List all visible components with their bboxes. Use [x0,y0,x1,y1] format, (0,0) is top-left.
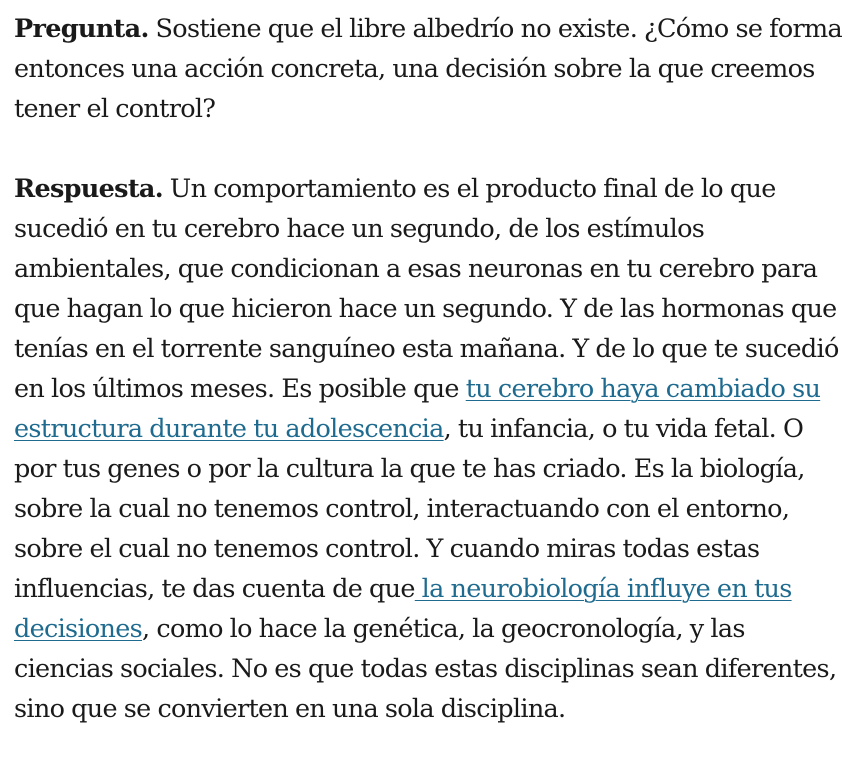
answer-label: Respuesta. [14,174,163,204]
question-label: Pregunta. [14,14,149,44]
question-text: Sostiene que el libre albedrío no existe. ¿Cómo se forma entonces una acción concreta, una decisión sobre la que creemos tener el control? [14,14,843,124]
neurobiology-link[interactable]: la neurobiología influye en tus decisiones [14,574,792,644]
answer-text-part-1: Un comportamiento es el producto final de lo que sucedió en tu cerebro hace un segundo, de los estímulos ambientales, que condicionan a esas neuronas en tu cerebro para que hagan lo que hicieron hace un segundo. Y de las hormonas que tenías en el torrente sanguíneo esta mañana. Y de lo que te sucedió en los últimos meses. Es posible que [14,174,839,404]
answer-text-part-2: , tu infancia, o tu vida fetal. O por tus genes o por la cultura la que te has criado. Es la biología, sobre la cual no tenemos control, interactuando con el entorno, sobre el cual no tenemos control. Y cuando miras todas estas influencias, te das cuenta de que [14,414,805,604]
answer-paragraph [14,169,850,729]
question-paragraph [14,9,850,129]
article-body [14,9,850,769]
answer-text-part-3: , como lo hace la genética, la geocronología, y las ciencias sociales. No es que todas estas disciplinas sean diferentes, sino que se convierten en una sola disciplina. [14,614,837,724]
brain-structure-link[interactable]: tu cerebro haya cambiado su estructura durante tu adolescencia [14,374,821,444]
